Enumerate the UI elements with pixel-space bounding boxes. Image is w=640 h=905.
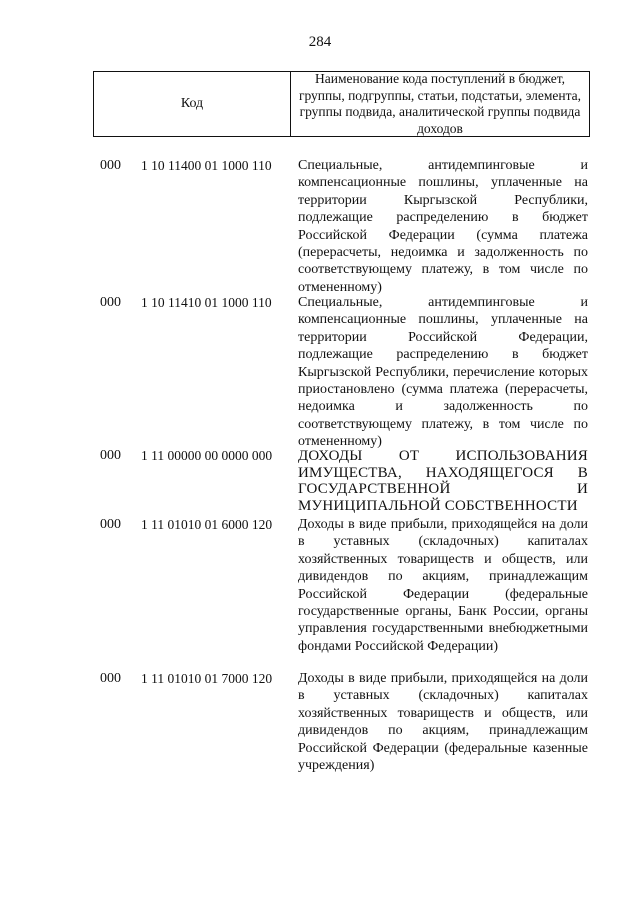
revenue-code: 1 10 11400 01 1000 110 (141, 158, 272, 173)
revenue-code-list (0, 157, 640, 790)
table-row (0, 157, 640, 294)
revenue-code: 1 11 00000 00 0000 000 (141, 448, 273, 463)
header-name-column: Наименование кода поступлений в бюджет, группы, подгруппы, статьи, подстатьи, элемента, группы подвида, аналитической группы подвида доходов (298, 71, 582, 136)
revenue-description: Специальные, антидемпинговые и компенсационные пошлины, уплаченные на территории Российской Федерации, подлежащие распределению в бюджет Кыргызской Республики, перечисление которых приостановлено (сумма платежа (перерасчеты, недоимка и задолженность по соответствующему платежу, в том числе по отмененному) (298, 295, 588, 450)
admin-code: 000 (100, 671, 121, 686)
revenue-group-heading: ДОХОДЫ ОТ ИСПОЛЬЗОВАНИЯ ИМУЩЕСТВА, НАХОДЯЩЕГОСЯ В ГОСУДАРСТВЕННОЙ И МУНИЦИПАЛЬНОЙ СОБСТВЕННОСТИ (298, 448, 588, 514)
admin-code: 000 (100, 295, 121, 310)
page-number: 284 (308, 34, 332, 50)
admin-code: 000 (100, 158, 121, 173)
table-row (0, 670, 640, 790)
revenue-code: 1 11 01010 01 6000 120 (141, 517, 273, 532)
revenue-code: 1 11 01010 01 7000 120 (141, 671, 273, 686)
admin-code: 000 (100, 517, 121, 532)
revenue-description: Доходы в виде прибыли, приходящейся на доли в уставных (складочных) капиталах хозяйственных товариществ и обществ, или дивидендов по акциям, принадлежащим Российской Федерации (федеральные казенные учреждения) (298, 671, 588, 774)
table-row (0, 294, 640, 448)
revenue-description: Доходы в виде прибыли, приходящейся на доли в уставных (складочных) капиталах хозяйственных товариществ и обществ, или дивидендов по акциям, принадлежащим Российской Федерации (федеральные государственные органы, Банк России, органы управления государственными внебюджетными фондами Российской Федерации) (298, 517, 588, 654)
revenue-code: 1 10 11410 01 1000 110 (141, 295, 272, 310)
table-header (93, 71, 590, 137)
table-row (0, 516, 640, 670)
revenue-description: Специальные, антидемпинговые и компенсационные пошлины, уплаченные на территории Кыргызской Республики, подлежащие распределению в бюджет Российской Федерации (сумма платежа (перерасчеты, недоимка и задолженность по соответствующему платежу, в том числе по отмененному) (298, 158, 588, 295)
header-code-column: Код (94, 72, 291, 136)
table-row (0, 448, 640, 516)
admin-code: 000 (100, 448, 121, 463)
